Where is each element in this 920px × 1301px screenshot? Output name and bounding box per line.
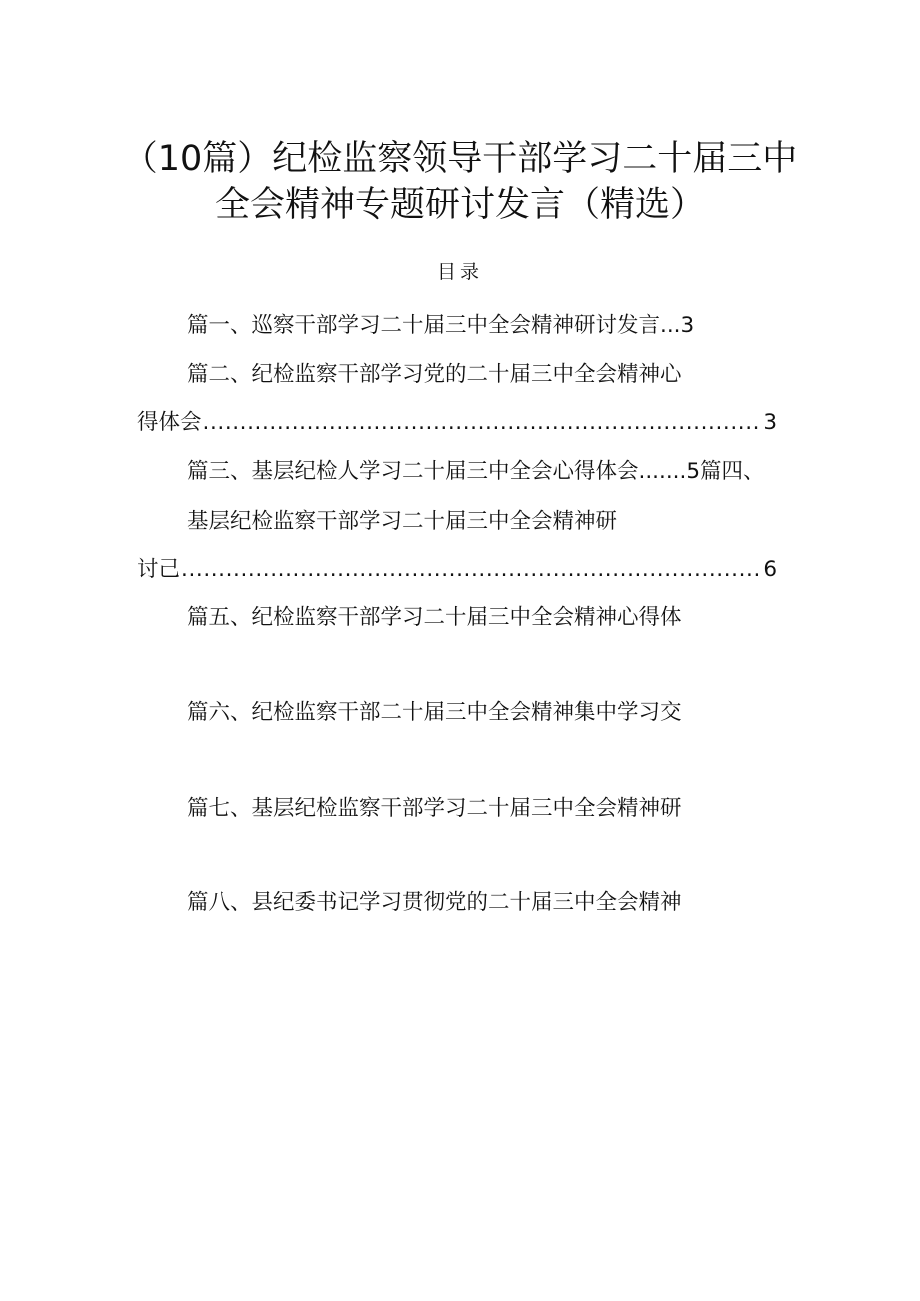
toc-entry-2-continuation: [137, 406, 777, 440]
toc-entry-text: 得体会: [137, 410, 202, 435]
toc-leader-dots: [203, 406, 763, 440]
toc-page-number: 3: [763, 410, 777, 435]
toc-entry-2: 篇二、纪检监察干部学习党的二十届三中全会精神心: [187, 362, 682, 387]
document-title-line-2: 全会精神专题研讨发言（精选）: [214, 185, 705, 225]
toc-leader-dots: [181, 553, 762, 587]
toc-entry-4-continuation: [137, 553, 777, 587]
toc-entry-5: 篇五、纪检监察干部学习二十届三中全会精神心得体: [187, 605, 682, 630]
toc-entry-6: 篇六、纪检监察干部二十届三中全会精神集中学习交: [187, 700, 682, 725]
toc-entry-text: 讨己: [137, 557, 181, 582]
toc-entry-7: 篇七、基层纪检监察干部学习二十届三中全会精神研: [187, 796, 682, 821]
toc-entry-1: 篇一、巡察干部学习二十届三中全会精神研讨发言...3: [187, 313, 695, 338]
toc-heading: 目录: [436, 261, 483, 283]
toc-page-number: 6: [763, 557, 777, 582]
toc-entry-3: 篇三、基层纪检人学习二十届三中全会心得体会.......5篇四、: [187, 459, 765, 484]
document-title-line-1: （10篇）纪检监察领导干部学习二十届三中: [122, 139, 798, 179]
toc-entry-4: 基层纪检监察干部学习二十届三中全会精神研: [187, 509, 618, 534]
toc-entry-8: 篇八、县纪委书记学习贯彻党的二十届三中全会精神: [187, 890, 682, 915]
